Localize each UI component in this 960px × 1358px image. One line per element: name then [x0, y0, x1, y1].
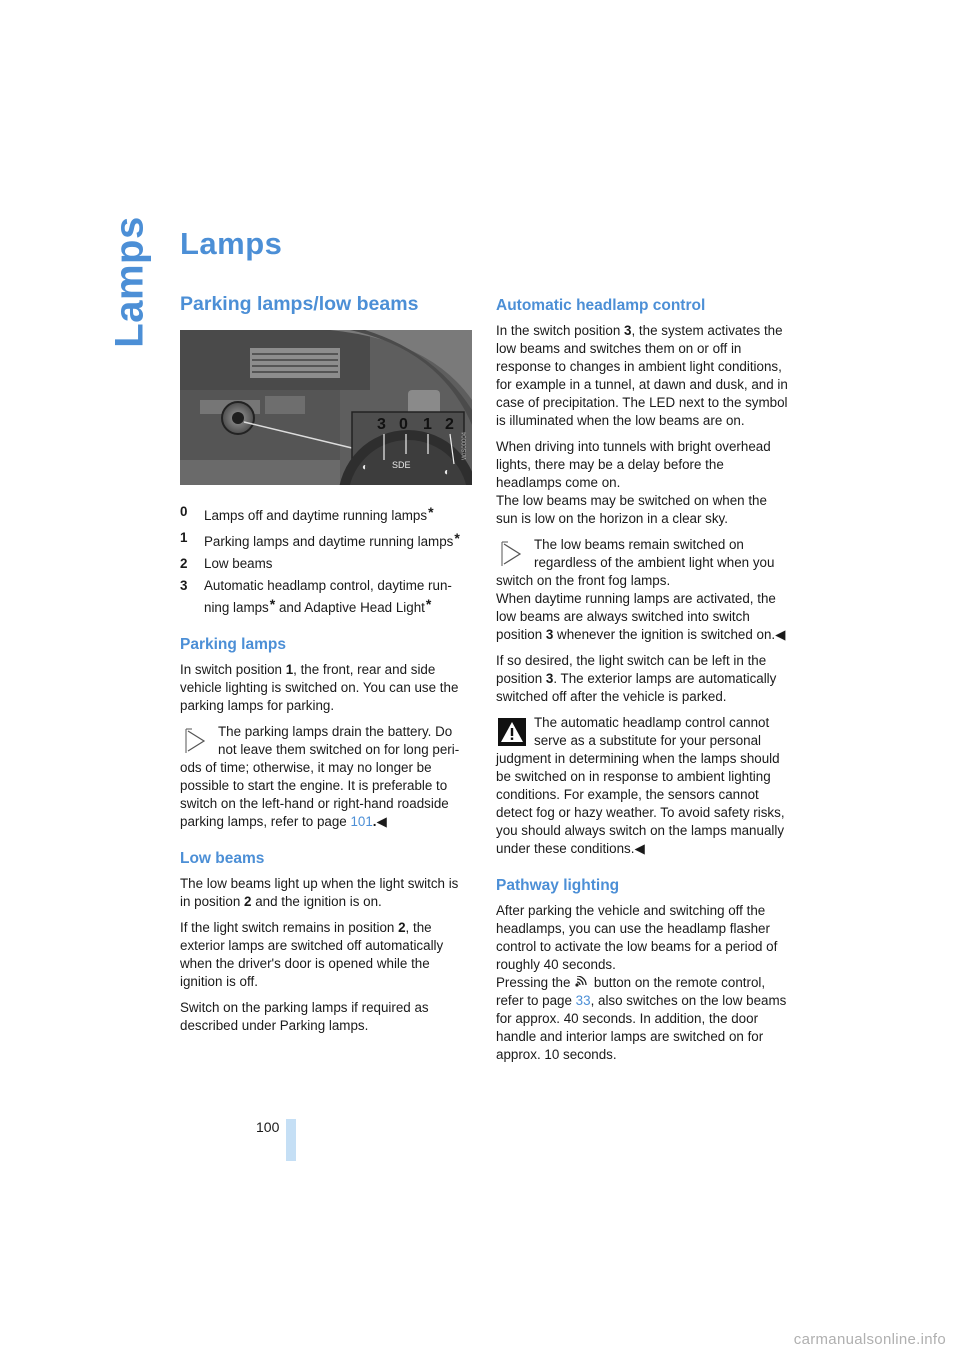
pathway-paragraph-1: After parking the vehicle and switching off the headlamps, you can use the headlamp flasher control to activate the low beams for a period of roughly 40 seconds. — [496, 903, 778, 972]
heading-parking-lamps: Parking lamps — [180, 636, 286, 653]
note-parking-lamps: The parking lamps drain the battery. Do not leave them switched on for long peri- ods of time; otherwise, it may no longer be possible to start the engine. It is preferable to switch on the left-hand or right-hand roadside parking lamps, refer to page 101.◀ — [180, 724, 460, 829]
pathway-paragraph-2: Pressing the button on the remote control, refer to page 33, also switches on the low beams for approx. 40 seconds. In addition, the door handle and interior lamps are switched on for approx. 10 seconds. — [496, 975, 787, 1062]
legend-item — [180, 555, 472, 573]
page-link-101[interactable]: 101 — [350, 814, 373, 829]
right-column — [496, 296, 788, 1072]
figure-label-0: 0 — [399, 416, 408, 433]
warning-icon — [498, 718, 526, 746]
warning-automatic-control: The automatic headlamp control cannot serve as a substitute for your personal judgment in determining when the lamps should be switched on in response to ambient lighting conditions. For example, the sensors cannot detect fog or hazy weather. To avoid safety risks, you should always switch on the lamps manually under these conditions.◀ — [496, 715, 785, 856]
figure-label-1: 1 — [423, 416, 432, 433]
auto-headlamp-paragraph-4: If so desired, the light switch can be left in the position 3. The exterior lamps are automatically switched off after the vehicle is parked. — [496, 653, 777, 704]
footer-watermark: carmanualsonline.info — [793, 1331, 946, 1348]
auto-headlamp-paragraph-1: In the switch position 3, the system activates the low beams and switches them on or off in response to changes in ambient light conditions, for example in a tunnel, at dawn and dusk, and in case of precipitation. The LED next to the symbol is illuminated when the low beams are on. — [496, 323, 788, 428]
left-column — [180, 292, 472, 1043]
legend-text: Lamps off and daytime running lamps* — [204, 504, 434, 523]
heading-automatic-headlamp-control: Automatic headlamp control — [496, 297, 706, 314]
note-icon — [498, 540, 526, 568]
legend-text: Automatic headlamp control, daytime run- ning lamps* and Adaptive Head Light* — [204, 578, 452, 615]
svg-text:SDE: SDE — [392, 460, 411, 470]
page-marker-bar — [286, 1119, 296, 1161]
auto-headlamp-paragraph-2: When driving into tunnels with bright overhead lights, there may be a delay before the headlamps come on. — [496, 439, 771, 490]
legend-text: Parking lamps and daytime running lamps* — [204, 530, 460, 549]
svg-text:◐: ◐ — [362, 462, 369, 473]
figure-label-2: 2 — [445, 416, 454, 433]
note-fog-lamps: The low beams remain switched on regardless of the ambient light when you switch on the front fog lamps. When daytime running lamps are activated, the low beams are always switched into switch position 3 whenever the ignition is switched on.◀ — [496, 537, 786, 642]
heading-low-beams: Low beams — [180, 850, 265, 867]
legend-number: 3 — [180, 578, 188, 593]
side-tab-label: Lamps — [107, 216, 152, 348]
switch-legend — [180, 503, 472, 617]
low-beams-paragraph-2: If the light switch remains in position 2, the exterior lamps are switched off automatically when the driver's door is opened while the ignition is off. — [180, 920, 444, 989]
page-number: 100 — [256, 1119, 280, 1135]
low-beams-paragraph-1: The low beams light up when the light switch is in position 2 and the ignition is on. — [180, 876, 459, 909]
low-beams-paragraph-3: Switch on the parking lamps if required as described under Parking lamps. — [180, 1000, 429, 1033]
side-tab — [104, 216, 156, 348]
legend-item — [180, 577, 472, 617]
legend-number: 1 — [180, 530, 188, 545]
legend-item — [180, 529, 472, 551]
page-link-33[interactable]: 33 — [575, 993, 591, 1008]
heading-pathway-lighting: Pathway lighting — [496, 877, 620, 894]
legend-number: 2 — [180, 556, 188, 571]
legend-item — [180, 503, 472, 525]
chapter-title: Lamps — [180, 226, 283, 261]
figure-watermark: W/S00004 — [462, 431, 468, 460]
dashboard-illustration — [180, 330, 472, 485]
svg-text:◐: ◐ — [444, 467, 451, 478]
legend-text: Low beams — [204, 556, 273, 571]
legend-number: 0 — [180, 504, 188, 519]
section-title: Parking lamps/low beams — [180, 293, 419, 315]
figure-label-3: 3 — [377, 416, 386, 433]
auto-headlamp-paragraph-3: The low beams may be switched on when the sun is low on the horizon in a clear sky. — [496, 493, 767, 526]
note-icon — [182, 727, 210, 755]
parking-lamps-paragraph: In switch position 1, the front, rear and side vehicle lighting is switched on. You can use the parking lamps for parking. — [180, 662, 459, 713]
remote-signal-icon — [574, 976, 590, 988]
light-switch-figure — [180, 330, 472, 485]
